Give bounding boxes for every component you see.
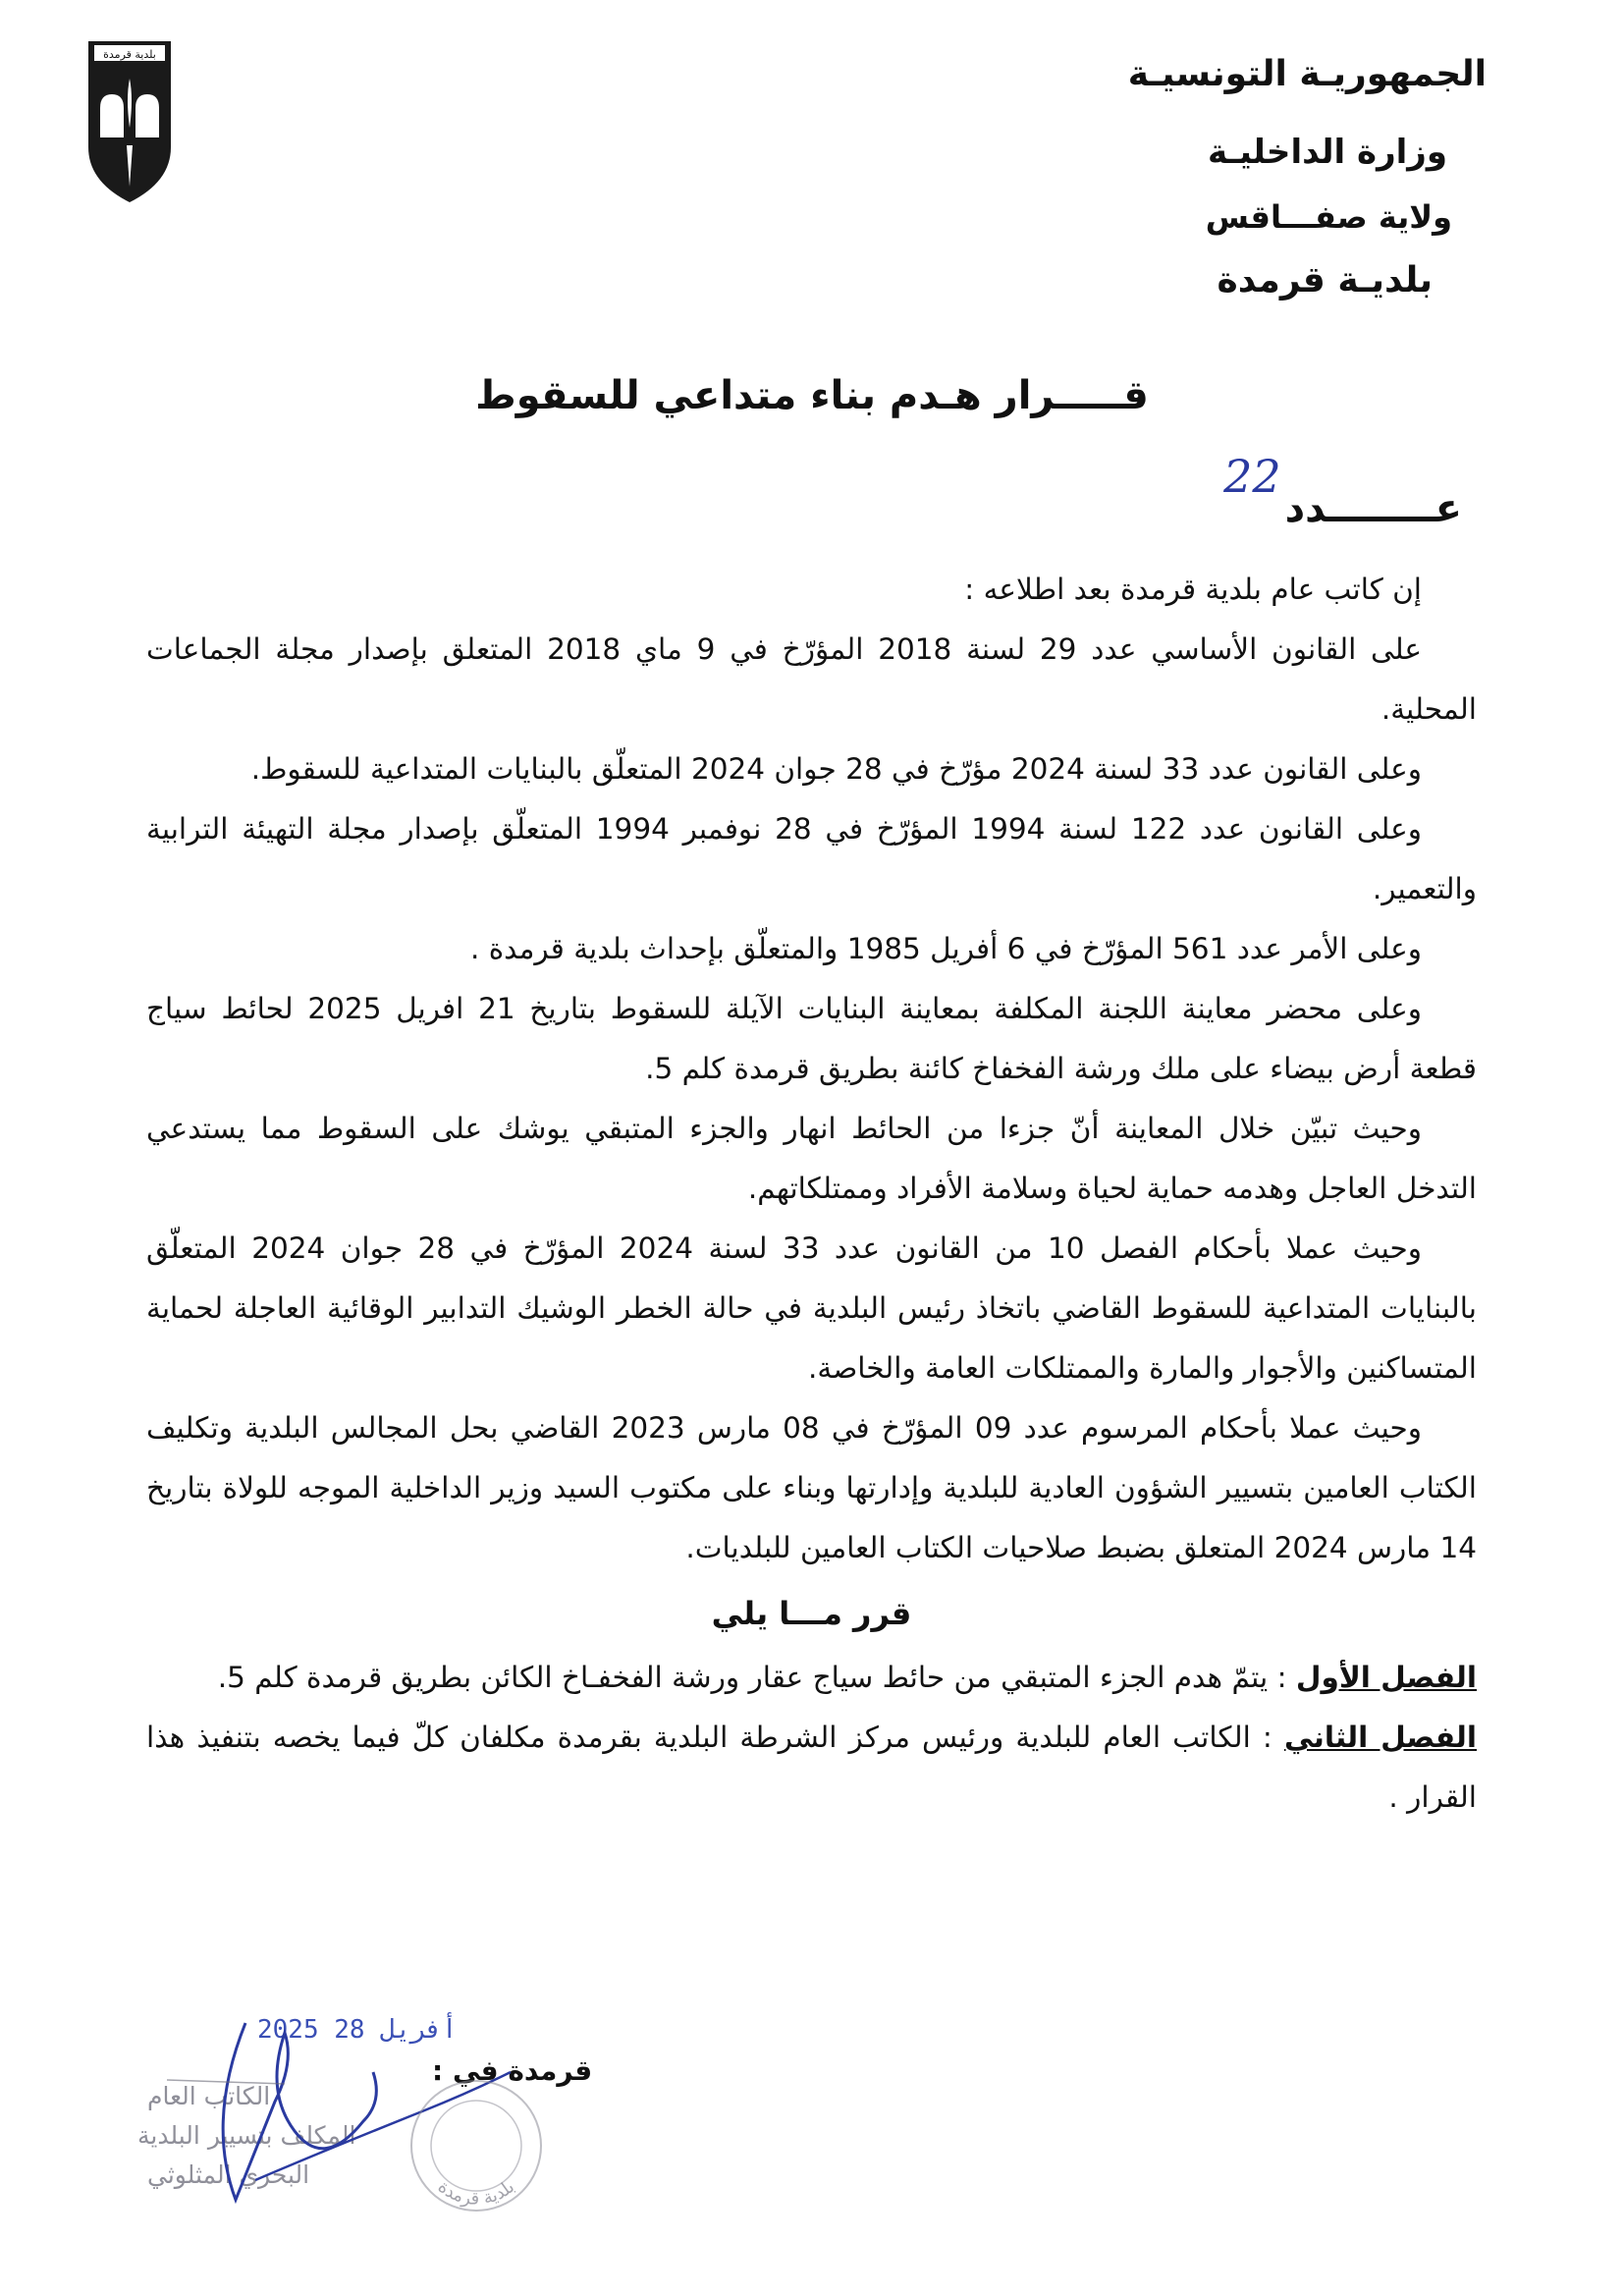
whereas-1: وحيث تبيّن خلال المعاينة أنّ جزءا من الحائط انهار والجزء المتبقي يوشك على السقوط مما يستدعي التدخل العاجل وهدمه حماية لحياة وسلامة الأفراد وممتلكاتهم. bbox=[146, 1112, 1477, 1205]
article-1-label: الفصل الأول bbox=[1295, 1661, 1477, 1694]
signatory-role: المكلف بتسيير البلدية bbox=[137, 2121, 356, 2150]
whereas-2: وحيث عملا بأحكام الفصل 10 من القانون عدد 33 لسنة 2024 المؤرّخ في 28 جوان 2024 المتعلّق بالبنايات المتداعية للسقوط القاضي باتخاذ رئيس البلدية في حالة الخطر الوشيك التدابير الوقائية العاجلة لحماية المتساكنين والأجوار والمارة والممتلكات العامة والخاصة. bbox=[146, 1231, 1477, 1385]
official-seal bbox=[403, 2072, 550, 2219]
legal-basis-1: على القانون الأساسي عدد 29 لسنة 2018 المؤرّخ في 9 ماي 2018 المتعلق بإصدار مجلة الجماعات المحلية. bbox=[146, 632, 1477, 726]
number-label: عــــــــدد bbox=[1284, 486, 1462, 531]
municipality-name: بلديـة قرمدة bbox=[1217, 260, 1433, 301]
legal-basis-4: وعلى الأمر عدد 561 المؤرّخ في 6 أفريل 1985 والمتعلّق بإحداث بلدية قرمدة . bbox=[469, 932, 1422, 965]
article-1 bbox=[146, 1648, 1477, 1708]
seal-text: بلدية قرمدة bbox=[433, 2176, 519, 2210]
signatory-title: الكاتب العام bbox=[147, 2082, 271, 2110]
decision-number bbox=[1223, 450, 1462, 532]
document-body bbox=[146, 560, 1477, 1828]
municipality-logo bbox=[86, 39, 173, 204]
legal-basis-5: وعلى محضر معاينة اللجنة المكلفة بمعاينة البنايات الآيلة للسقوط بتاريخ 21 افريل 2025 لحائط سياج قطعة أرض بيضاء على ملك ورشة الفخفاخ كائنة بطريق قرمدة كلم 5. bbox=[146, 992, 1477, 1085]
article-1-text: : يتمّ هدم الجزء المتبقي من حائط سياج عقار ورشة الفخفـاخ الكائن بطريق قرمدة كلم 5. bbox=[217, 1661, 1296, 1694]
number-value: 22 bbox=[1223, 450, 1281, 503]
intro-paragraph: إن كاتب عام بلدية قرمدة بعد اطلاعه : bbox=[964, 573, 1422, 606]
decision-heading: قرر مـــا يلي bbox=[711, 1595, 912, 1632]
signatory-name: البحري المثلوثي bbox=[147, 2160, 310, 2189]
article-2-text: : الكاتب العام للبلدية ورئيس مركز الشرطة البلدية بقرمدة مكلفان كلّ فيما يخصه بتنفيذ هذا القرار . bbox=[146, 1721, 1477, 1814]
legal-basis-2: وعلى القانون عدد 33 لسنة 2024 مؤرّخ في 28 جوان 2024 المتعلّق بالبنايات المتداعية للسقوط. bbox=[250, 752, 1422, 786]
legal-basis-3: وعلى القانون عدد 122 لسنة 1994 المؤرّخ في 28 نوفمبر 1994 المتعلّق بإصدار مجلة التهيئة الترابية والتعمير. bbox=[146, 812, 1477, 905]
article-2 bbox=[146, 1708, 1477, 1828]
place-and-date: قرمدة في : bbox=[432, 2054, 593, 2087]
document-title: قـــــرار هـدم بناء متداعي للسقوط bbox=[475, 373, 1149, 418]
republic-name: الجمهوريـة التونسيـة bbox=[1127, 54, 1487, 94]
state-name: ولاية صفـــاقس bbox=[1205, 198, 1452, 236]
article-2-label: الفصل الثاني bbox=[1283, 1721, 1477, 1754]
whereas-3: وحيث عملا بأحكام المرسوم عدد 09 المؤرّخ في 08 مارس 2023 القاضي بحل المجالس البلدية وتكليف الكتاب العامين بتسيير الشؤون العادية للبلدية وإدارتها وبناء على مكتوب السيد وزير الداخلية الموجه للولاة بتاريخ 14 مارس 2024 المتعلق بضبط صلاحيات الكتاب العامين للبلديات. bbox=[146, 1411, 1477, 1564]
logo-caption: بلدية قرمدة bbox=[103, 48, 156, 61]
ministry-name: وزارة الداخليـة bbox=[1207, 133, 1447, 172]
date-stamp: 2025 أفريل 28 bbox=[257, 2015, 458, 2045]
